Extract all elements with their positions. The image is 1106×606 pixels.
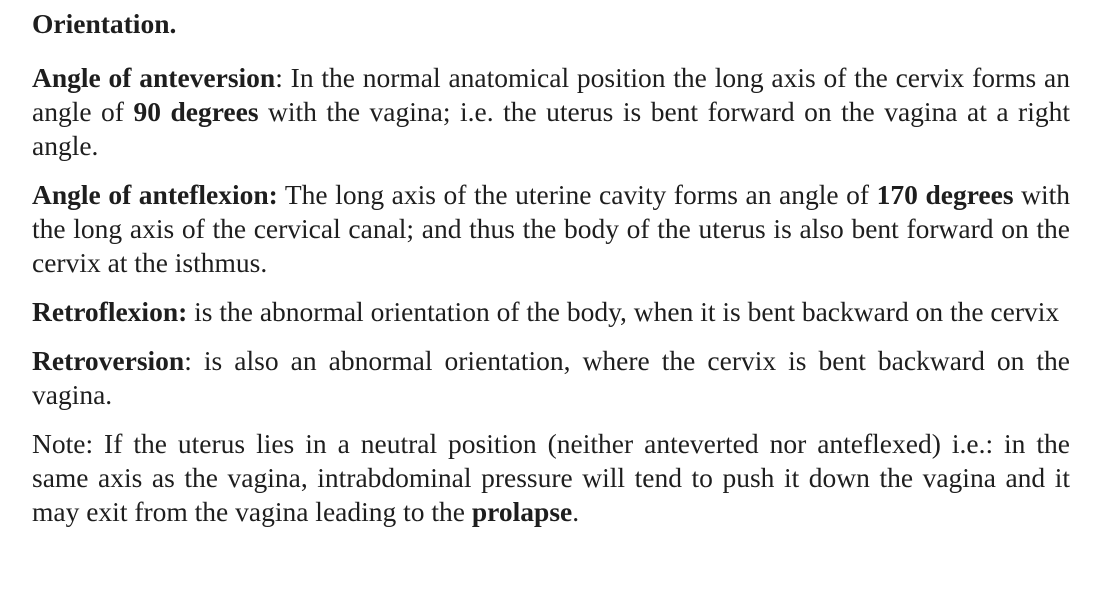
anteflexion-value: 170 degrees [876,179,1014,210]
paragraph-note [32,427,1070,529]
note-text-2: . [572,496,580,527]
paragraph-anteversion [32,61,1070,163]
term-retroversion: Retroversion [32,345,185,376]
anteversion-text-2: with the vagina; i.e. the uterus is bent forward on the vagina at a right angle. [32,96,1070,161]
note-text-1: Note: If the uterus lies in a neutral position (neither anteverted nor anteflexed) i.e.: in the same axis as the vagina, intrabdominal pressure will tend to push it down the vagina and it may exit from the vagina leading to the [32,428,1070,527]
retroversion-text: : is also an abnormal orientation, where the cervix is bent backward on the vagina. [32,345,1070,410]
paragraph-anteflexion [32,178,1070,280]
note-prolapse-term: prolapse [471,496,573,527]
anteflexion-text-1: The long axis of the uterine cavity forms an angle of [277,179,877,210]
anteversion-text-1: : In the normal anatomical position the long axis of the cervix forms an angle of [32,62,1070,127]
term-anteflexion: Angle of anteflexion: [32,179,278,210]
paragraph-retroflexion [32,295,1070,329]
anteflexion-text-2: with the long axis of the cervical canal; and thus the body of the uterus is also bent forward on the cervix at the isthmus. [32,179,1070,278]
section-heading: Orientation. [32,8,177,39]
retroflexion-text: is the abnormal orientation of the body, when it is bent backward on the cervix [187,296,1060,327]
term-anteversion: Angle of anteversion [32,62,276,93]
paragraph-retroversion [32,344,1070,412]
anteversion-value: 90 degrees [133,96,259,127]
term-retroflexion: Retroflexion: [32,296,188,327]
